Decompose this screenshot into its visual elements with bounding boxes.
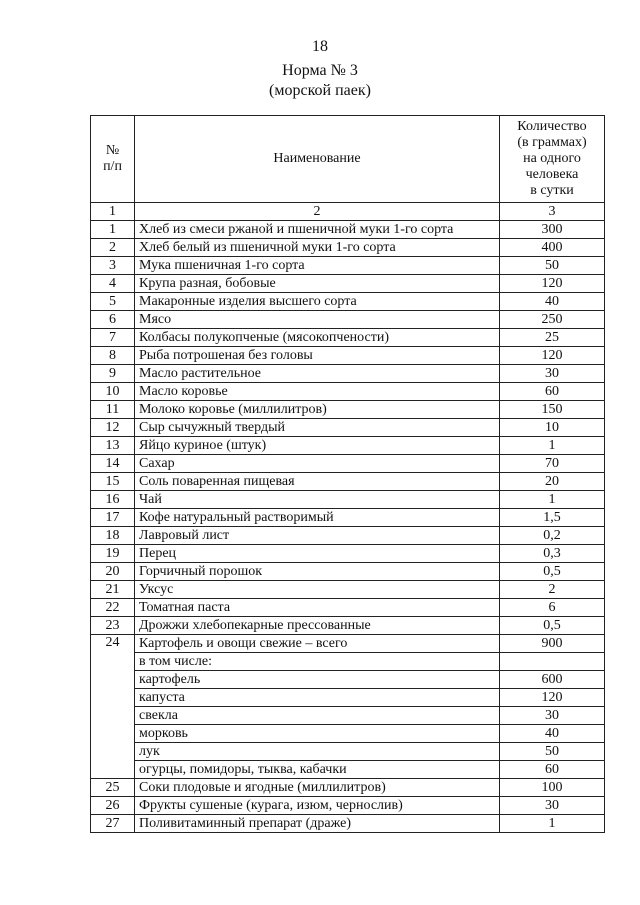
item-quantity: 6	[500, 599, 605, 617]
item-quantity-empty	[500, 653, 605, 671]
table-row	[91, 635, 605, 653]
row-number: 27	[91, 815, 135, 833]
sub-item-quantity: 120	[500, 689, 605, 707]
item-name: Лавровый лист	[135, 527, 500, 545]
sub-item-name: капуста	[135, 689, 500, 707]
item-quantity: 2	[500, 581, 605, 599]
item-quantity: 0,5	[500, 563, 605, 581]
item-name: Уксус	[135, 581, 500, 599]
table-subrow	[91, 689, 605, 707]
ration-norm-table	[90, 115, 605, 833]
row-number: 12	[91, 419, 135, 437]
item-quantity: 70	[500, 455, 605, 473]
table-row	[91, 275, 605, 293]
item-quantity: 100	[500, 779, 605, 797]
table-row	[91, 815, 605, 833]
item-name: Молоко коровье (миллилитров)	[135, 401, 500, 419]
row-number: 24	[91, 635, 135, 779]
sub-item-name: морковь	[135, 725, 500, 743]
item-quantity: 120	[500, 347, 605, 365]
table-row	[91, 383, 605, 401]
table-row	[91, 221, 605, 239]
item-name: Фрукты сушеные (курага, изюм, чернослив)	[135, 797, 500, 815]
table-row	[91, 527, 605, 545]
item-quantity: 1	[500, 491, 605, 509]
including-label: в том числе:	[135, 653, 500, 671]
sub-item-quantity: 30	[500, 707, 605, 725]
title-subtitle: (морской паек)	[269, 82, 371, 99]
row-number: 22	[91, 599, 135, 617]
item-quantity: 30	[500, 797, 605, 815]
row-number: 19	[91, 545, 135, 563]
table-row	[91, 437, 605, 455]
table-row	[91, 545, 605, 563]
row-number: 2	[91, 239, 135, 257]
row-number: 26	[91, 797, 135, 815]
table-row	[91, 311, 605, 329]
item-name: Дрожжи хлебопекарные прессованные	[135, 617, 500, 635]
item-name: Колбасы полукопченые (мясокопчености)	[135, 329, 500, 347]
table-row	[91, 365, 605, 383]
item-name: Картофель и овощи свежие – всего	[135, 635, 500, 653]
table-subrow	[91, 671, 605, 689]
row-number: 21	[91, 581, 135, 599]
item-name: Масло коровье	[135, 383, 500, 401]
row-number: 7	[91, 329, 135, 347]
item-name: Томатная паста	[135, 599, 500, 617]
table-row	[91, 797, 605, 815]
item-name: Масло растительное	[135, 365, 500, 383]
item-quantity: 900	[500, 635, 605, 653]
item-quantity: 0,2	[500, 527, 605, 545]
item-quantity: 250	[500, 311, 605, 329]
table-row	[91, 509, 605, 527]
table-row	[91, 653, 605, 671]
sub-item-name: огурцы, помидоры, тыква, кабачки	[135, 761, 500, 779]
column-number-row	[91, 203, 605, 221]
row-number: 16	[91, 491, 135, 509]
sub-item-name: лук	[135, 743, 500, 761]
column-number: 1	[91, 203, 135, 221]
item-name: Хлеб белый из пшеничной муки 1-го сорта	[135, 239, 500, 257]
row-number: 13	[91, 437, 135, 455]
item-name: Мясо	[135, 311, 500, 329]
item-quantity: 400	[500, 239, 605, 257]
item-name: Мука пшеничная 1-го сорта	[135, 257, 500, 275]
row-number: 14	[91, 455, 135, 473]
row-number: 15	[91, 473, 135, 491]
table-subrow	[91, 707, 605, 725]
row-number: 20	[91, 563, 135, 581]
row-number: 5	[91, 293, 135, 311]
row-number: 9	[91, 365, 135, 383]
table-row	[91, 329, 605, 347]
item-name: Крупа разная, бобовые	[135, 275, 500, 293]
table-row	[91, 419, 605, 437]
item-name: Соль поваренная пищевая	[135, 473, 500, 491]
item-quantity: 1	[500, 815, 605, 833]
item-name: Макаронные изделия высшего сорта	[135, 293, 500, 311]
table-row	[91, 257, 605, 275]
header-num	[91, 116, 135, 203]
item-name: Хлеб из смеси ржаной и пшеничной муки 1-го сорта	[135, 221, 500, 239]
document-title	[0, 61, 640, 101]
table-header-row	[91, 116, 605, 203]
item-quantity: 1	[500, 437, 605, 455]
table-row	[91, 599, 605, 617]
table-row	[91, 581, 605, 599]
item-quantity: 25	[500, 329, 605, 347]
table-row	[91, 473, 605, 491]
item-quantity: 20	[500, 473, 605, 491]
row-number: 17	[91, 509, 135, 527]
page-number: 18	[312, 38, 328, 55]
row-number: 11	[91, 401, 135, 419]
item-quantity: 30	[500, 365, 605, 383]
row-number: 10	[91, 383, 135, 401]
item-name: Горчичный порошок	[135, 563, 500, 581]
item-name: Поливитаминный препарат (драже)	[135, 815, 500, 833]
column-number: 2	[135, 203, 500, 221]
row-number: 1	[91, 221, 135, 239]
column-number: 3	[500, 203, 605, 221]
row-number: 6	[91, 311, 135, 329]
item-quantity: 120	[500, 275, 605, 293]
item-quantity: 10	[500, 419, 605, 437]
item-name: Кофе натуральный растворимый	[135, 509, 500, 527]
row-number: 4	[91, 275, 135, 293]
row-number: 8	[91, 347, 135, 365]
table-row	[91, 401, 605, 419]
table-subrow	[91, 725, 605, 743]
header-quantity	[500, 116, 605, 203]
table-body	[91, 221, 605, 833]
header-quantity-text: Количество (в граммах) на одного человека в сутки	[517, 119, 587, 198]
item-quantity: 1,5	[500, 509, 605, 527]
table-subrow	[91, 761, 605, 779]
item-name: Соки плодовые и ягодные (миллилитров)	[135, 779, 500, 797]
sub-item-quantity: 60	[500, 761, 605, 779]
header-name: Наименование	[135, 116, 500, 203]
item-quantity: 60	[500, 383, 605, 401]
row-number: 3	[91, 257, 135, 275]
row-number: 18	[91, 527, 135, 545]
table-row	[91, 347, 605, 365]
sub-item-quantity: 600	[500, 671, 605, 689]
row-number: 23	[91, 617, 135, 635]
item-name: Сахар	[135, 455, 500, 473]
item-quantity: 40	[500, 293, 605, 311]
item-quantity: 150	[500, 401, 605, 419]
sub-item-name: картофель	[135, 671, 500, 689]
table-row	[91, 455, 605, 473]
table-row	[91, 779, 605, 797]
sub-item-quantity: 40	[500, 725, 605, 743]
table-row	[91, 563, 605, 581]
title-norm: Норма № 3	[282, 62, 358, 79]
item-name: Рыба потрошеная без головы	[135, 347, 500, 365]
table-row	[91, 293, 605, 311]
item-quantity: 300	[500, 221, 605, 239]
item-quantity: 0,5	[500, 617, 605, 635]
item-name: Перец	[135, 545, 500, 563]
item-quantity: 0,3	[500, 545, 605, 563]
sub-item-quantity: 50	[500, 743, 605, 761]
sub-item-name: свекла	[135, 707, 500, 725]
item-name: Сыр сычужный твердый	[135, 419, 500, 437]
table-subrow	[91, 743, 605, 761]
header-num-text: № п/п	[103, 143, 122, 174]
item-quantity: 50	[500, 257, 605, 275]
row-number: 25	[91, 779, 135, 797]
item-name: Яйцо куриное (штук)	[135, 437, 500, 455]
item-name: Чай	[135, 491, 500, 509]
table-row	[91, 491, 605, 509]
table-row	[91, 617, 605, 635]
table-row	[91, 239, 605, 257]
